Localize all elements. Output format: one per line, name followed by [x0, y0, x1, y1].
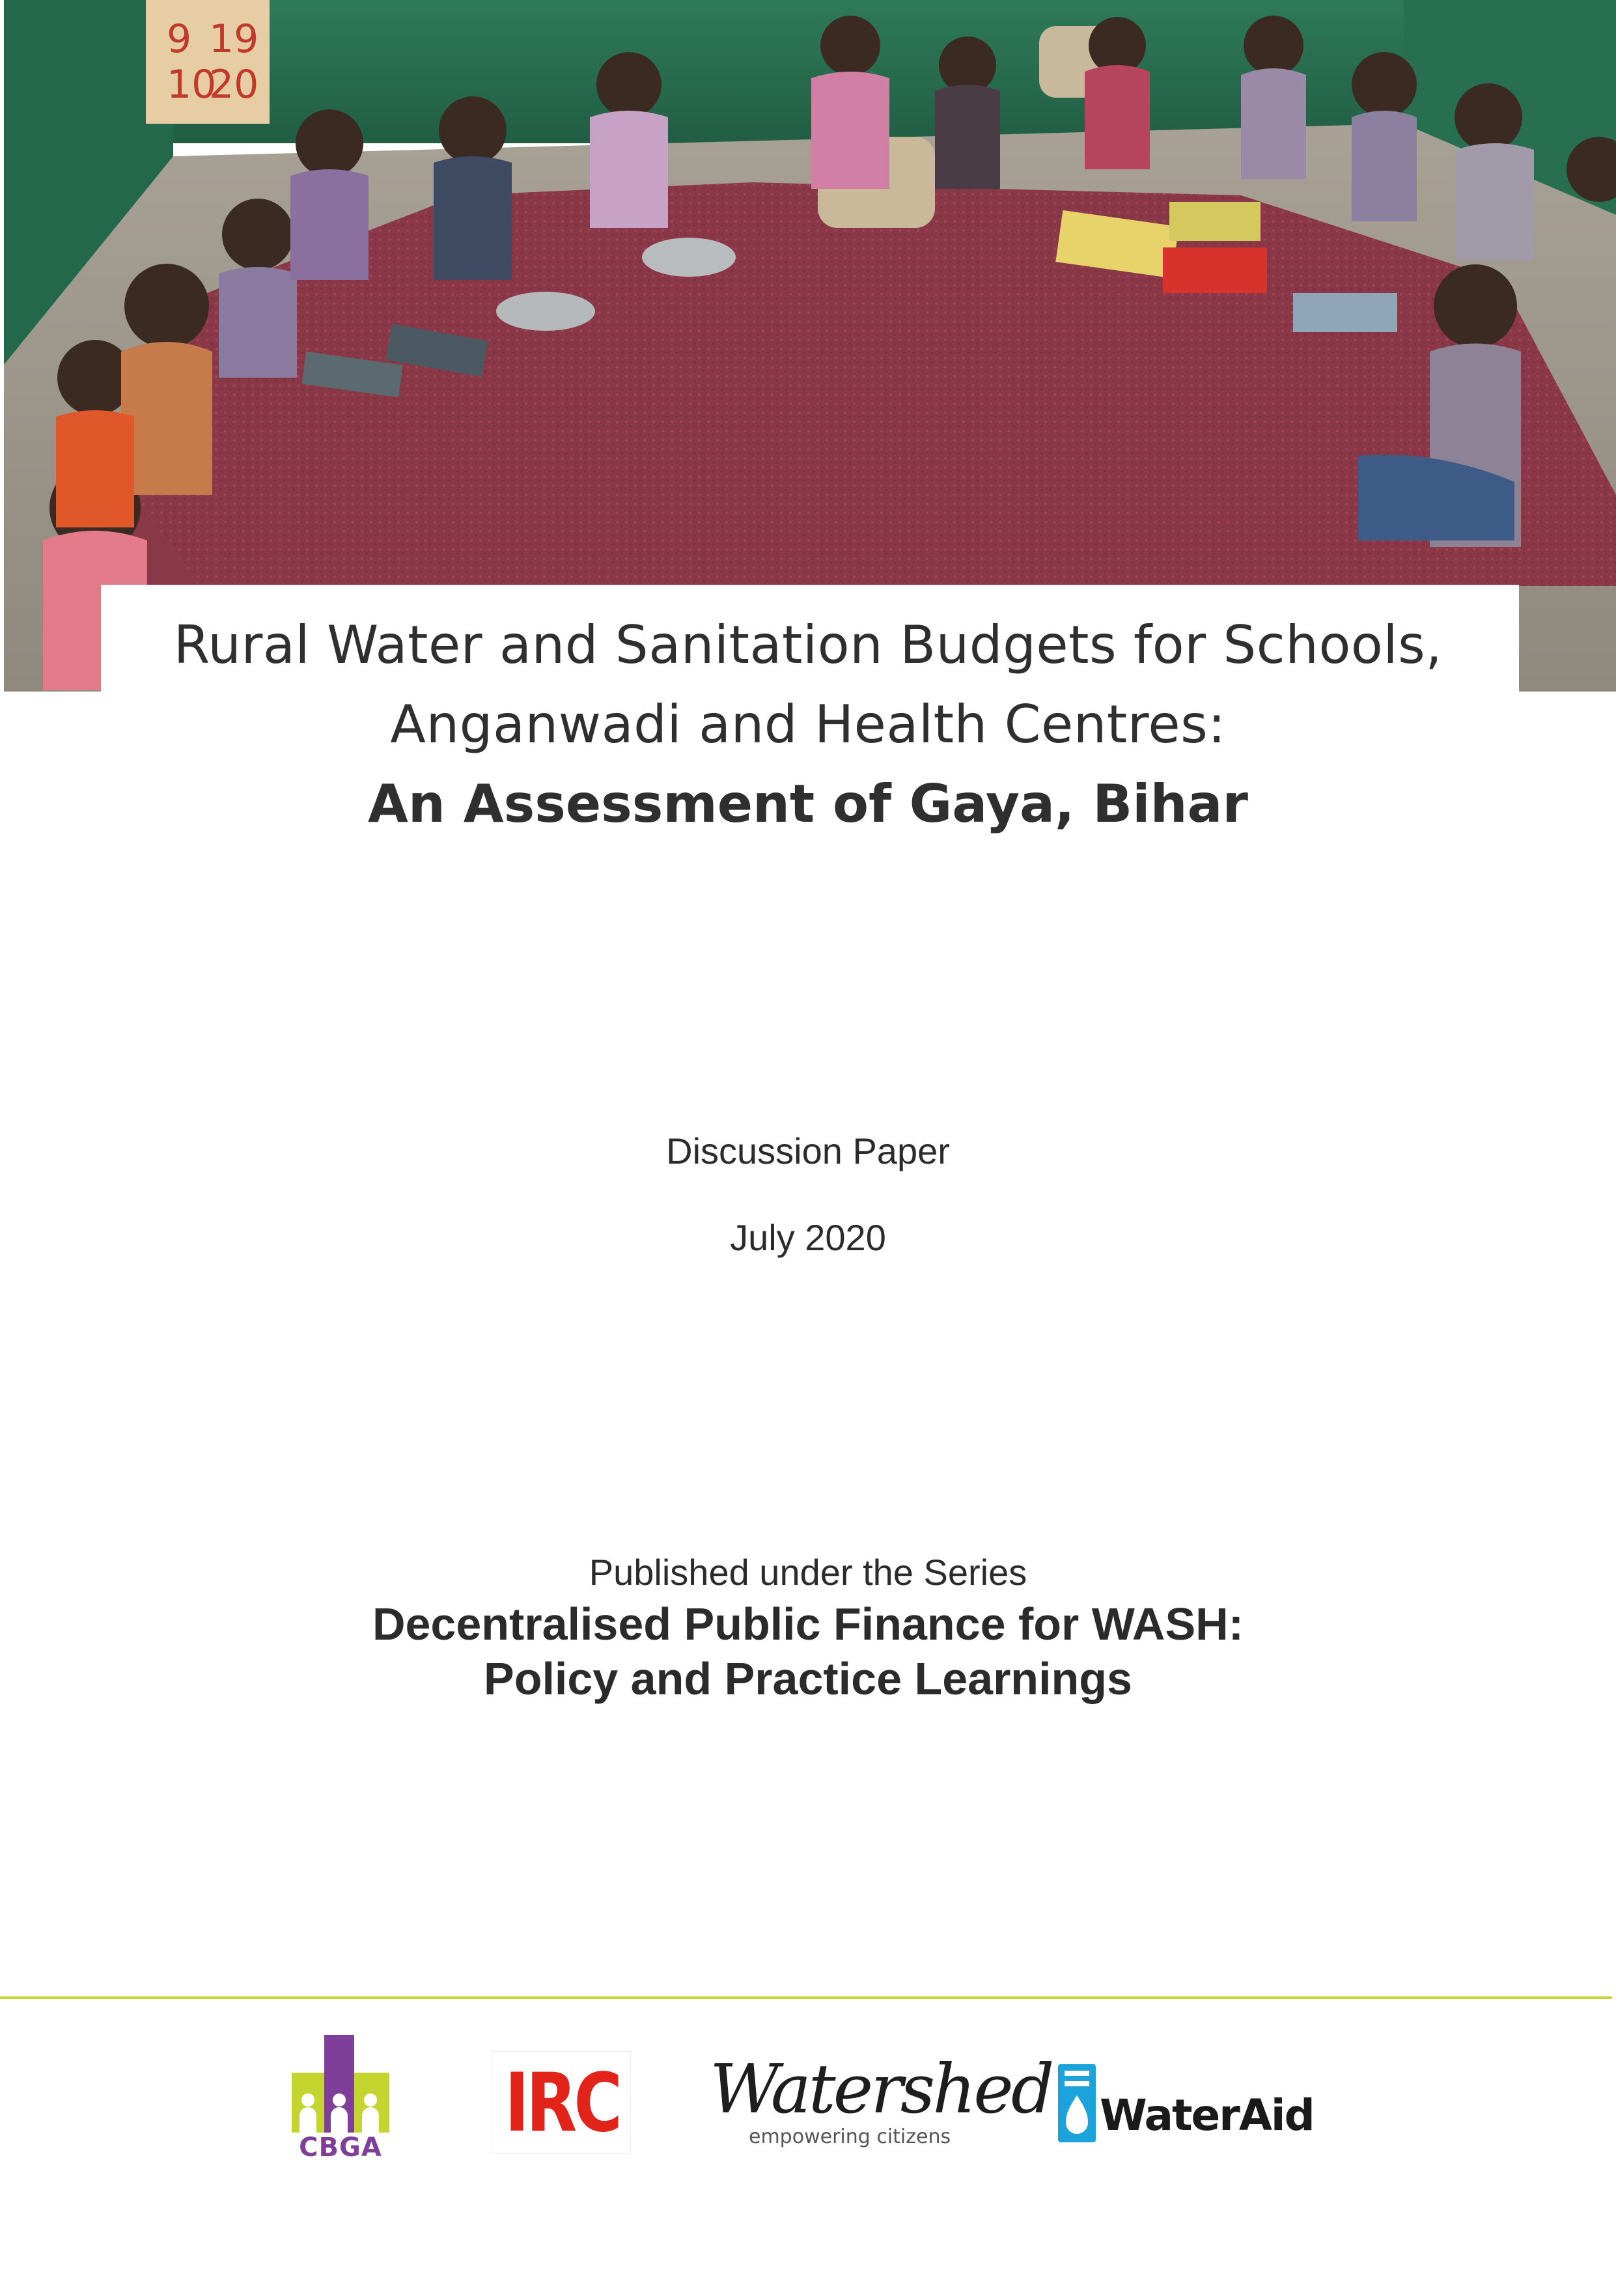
footer-divider [0, 1996, 1612, 1999]
irc-logo-text: IRC [505, 2056, 620, 2150]
watershed-logo [710, 2045, 1052, 2162]
title-line-1: Rural Water and Sanitation Budgets for Schools, [173, 615, 1443, 675]
series-block [0, 1548, 1616, 1706]
cbga-logo [292, 2035, 389, 2172]
series-name-line-1: Decentralised Public Finance for WASH: [372, 1599, 1244, 1649]
wateraid-logo [1058, 2064, 1318, 2142]
wall-chart-number: 19 [209, 16, 259, 62]
series-name-line-2: Policy and Practice Learnings [484, 1653, 1132, 1704]
watershed-tagline: empowering citizens [749, 2125, 951, 2148]
title-line-2: Anganwadi and Health Centres: [390, 694, 1226, 755]
irc-logo [492, 2051, 631, 2154]
document-type: Discussion Paper [666, 1130, 950, 1171]
title-subtitle: An Assessment of Gaya, Bihar [368, 774, 1248, 834]
wall-chart-number: 10 [167, 62, 217, 107]
watershed-logo-text: Watershed [710, 2049, 1052, 2129]
cbga-logo-text: CBGA [299, 2133, 382, 2163]
cbga-mark-icon [292, 2035, 389, 2133]
document-title [0, 606, 1616, 844]
wateraid-drop-icon [1058, 2064, 1096, 2142]
wall-chart-number: 9 [167, 16, 192, 62]
series-intro: Published under the Series [589, 1552, 1027, 1593]
wall-chart-number: 20 [209, 62, 259, 107]
publication-date: July 2020 [730, 1217, 886, 1258]
wateraid-logo-text: WaterAid [1100, 2090, 1314, 2140]
